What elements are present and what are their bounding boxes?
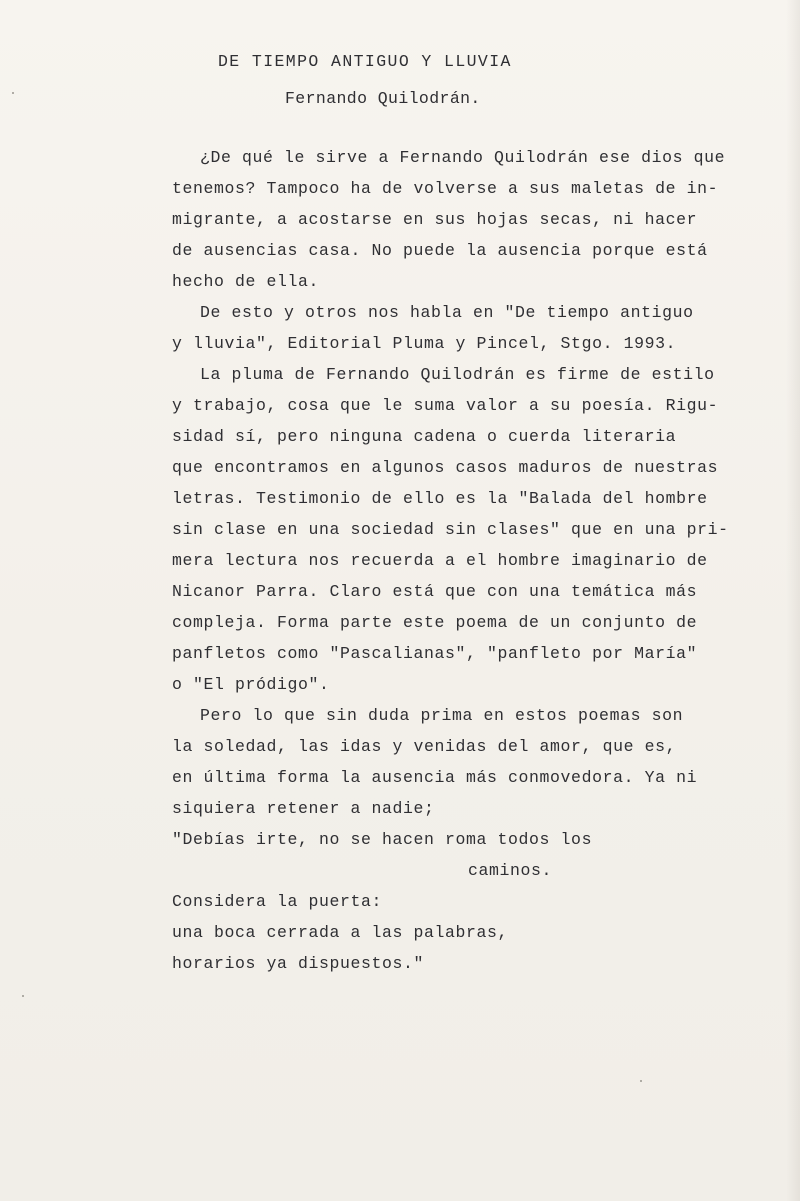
text-line: que encontramos en algunos casos maduros de nuestras	[172, 458, 719, 477]
text-line: la soledad, las idas y venidas del amor, que es,	[172, 737, 677, 756]
text-line: mera lectura nos recuerda a el hombre imaginario de	[172, 551, 708, 570]
text-line: y trabajo, cosa que le suma valor a su poesía. Rigu-	[172, 396, 719, 415]
text-line: panfletos como "Pascalianas", "panfleto por María"	[172, 644, 698, 663]
page-edge-shadow	[786, 0, 800, 1201]
text-line: La pluma de Fernando Quilodrán es firme de estilo	[200, 365, 715, 384]
text-line: migrante, a acostarse en sus hojas secas, ni hacer	[172, 210, 698, 229]
text-line: sidad sí, pero ninguna cadena o cuerda literaria	[172, 427, 677, 446]
text-line: hecho de ella.	[172, 272, 320, 291]
poem-line: una boca cerrada a las palabras,	[172, 923, 509, 942]
poem-line: "Debías irte, no se hacen roma todos los	[172, 830, 593, 849]
text-line: Pero lo que sin duda prima en estos poemas son	[200, 706, 684, 725]
text-line: compleja. Forma parte este poema de un conjunto de	[172, 613, 698, 632]
text-line: de ausencias casa. No puede la ausencia porque está	[172, 241, 708, 260]
text-line: o "El pródigo".	[172, 675, 330, 694]
text-line: tenemos? Tampoco ha de volverse a sus maletas de in-	[172, 179, 719, 198]
poem-line: Considera la puerta:	[172, 892, 383, 911]
poem-line: caminos.	[468, 861, 553, 880]
document-author: Fernando Quilodrán.	[285, 89, 481, 108]
text-line: De esto y otros nos habla en "De tiempo antiguo	[200, 303, 694, 322]
text-line: en última forma la ausencia más conmovedora. Ya ni	[172, 768, 698, 787]
text-line: ¿De qué le sirve a Fernando Quilodrán ese dios que	[200, 148, 726, 167]
paper-speck	[640, 1080, 642, 1082]
text-line: siquiera retener a nadie;	[172, 799, 435, 818]
text-line: letras. Testimonio de ello es la "Balada del hombre	[172, 489, 708, 508]
text-line: Nicanor Parra. Claro está que con una temática más	[172, 582, 698, 601]
document-title: DE TIEMPO ANTIGUO Y LLUVIA	[218, 52, 512, 71]
text-line: y lluvia", Editorial Pluma y Pincel, Stgo. 1993.	[172, 334, 677, 353]
paper-speck	[22, 995, 24, 997]
poem-line: horarios ya dispuestos."	[172, 954, 425, 973]
text-line: sin clase en una sociedad sin clases" que en una pri-	[172, 520, 729, 539]
paper-speck	[12, 92, 14, 94]
